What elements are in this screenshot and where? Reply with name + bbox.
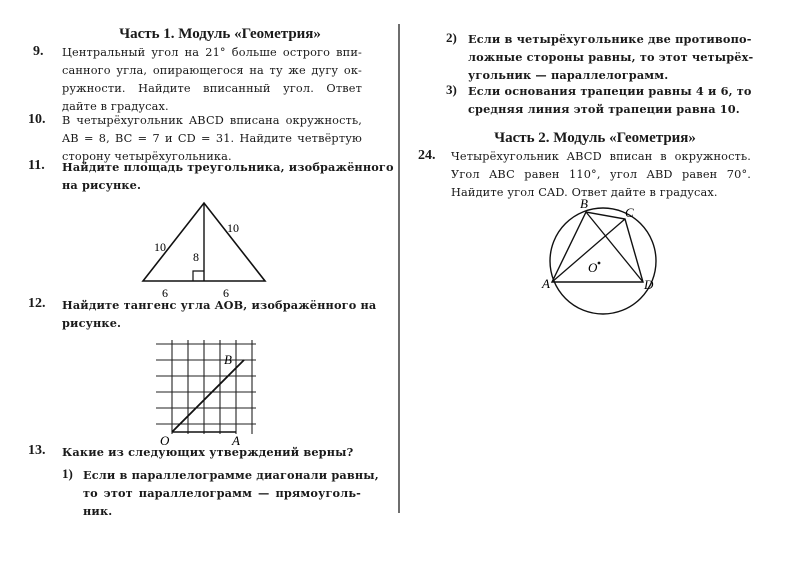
problem-9-line: санного угла, опирающегося на ту же дугу ок- (62, 64, 362, 77)
grid-angle-figure (148, 338, 260, 446)
statement-1-line: то этот параллелограмм — прямоуголь- (83, 486, 361, 500)
statement-2-marker: 2) (446, 30, 457, 45)
problem-13-text (62, 443, 362, 461)
triangle-base-right-label: 6 (223, 286, 229, 300)
problem-9-line: дайте в градусах. (62, 100, 169, 113)
problem-12-text (62, 296, 377, 332)
problem-24-line: Найдите угол CAD. Ответ дайте в градусах. (451, 186, 718, 199)
problem-11-number: 11. (28, 158, 45, 173)
problem-24-number: 24. (418, 148, 436, 163)
statement-1-marker: 1) (62, 466, 73, 481)
column-divider (398, 24, 400, 513)
problem-12-line: Найдите тангенс угла AOB, изображённого на (62, 298, 377, 312)
problem-9-line: Центральный угол на 21° больше острого впи- (62, 46, 362, 59)
statement-1-line: Если в параллелограмме диагонали равны, (83, 468, 379, 482)
statement-1-text (83, 466, 379, 520)
center-o-label: O (588, 260, 598, 275)
statement-1-line: ник. (83, 504, 113, 518)
problem-24-line: Угол ABC равен 110°, угол ABD равен 70°. (451, 168, 751, 181)
statement-2-line: ложные стороны равны, то этот четырёх- (468, 50, 754, 64)
triangle-base-left-label: 6 (162, 286, 168, 300)
problem-9-line: ружности. Найдите вписанный угол. Ответ (62, 82, 362, 95)
problem-9-text (62, 44, 362, 116)
statement-2-line: Если в четырёхугольнике две противопо- (468, 32, 752, 46)
vertex-a-label: A (542, 276, 550, 291)
statement-2-line: угольник — параллелограмм. (468, 68, 669, 82)
problem-10-number: 10. (28, 112, 46, 127)
problem-12-number: 12. (28, 296, 46, 311)
vertex-c-label: C (625, 205, 634, 220)
triangle-right-side-label: 10 (227, 221, 239, 235)
problem-10-line: В четырёхугольник ABCD вписана окружность, (62, 114, 362, 127)
vertex-b-label: B (580, 196, 588, 211)
problem-10-line: AB = 8, BC = 7 и CD = 31. Найдите четвёртую (62, 132, 362, 145)
problem-10-line: сторону четырёхугольника. (62, 150, 232, 163)
point-o-label: O (160, 433, 170, 446)
problem-13-number: 13. (28, 443, 46, 458)
problem-24-line: Четырёхугольник ABCD вписан в окружность. (451, 150, 751, 163)
statement-2-text (468, 30, 754, 84)
problem-11-text (62, 158, 394, 194)
triangle-left-side-label: 10 (154, 240, 166, 254)
problem-11-line: Найдите площадь треугольника, изображённого (62, 160, 394, 174)
statement-3-line: средняя линия этой трапеции равна 10. (468, 102, 740, 116)
problem-11-line: на рисунке. (62, 178, 142, 192)
part1-heading: Часть 1. Модуль «Геометрия» (119, 26, 321, 42)
statement-3-line: Если основания трапеции равны 4 и 6, то (468, 84, 752, 98)
vertex-d-label: D (644, 277, 654, 292)
statement-3-marker: 3) (446, 82, 457, 97)
triangle-height-label: 8 (193, 250, 199, 264)
problem-13-line: Какие из следующих утверждений верны? (62, 445, 354, 459)
problem-12-line: рисунке. (62, 316, 122, 330)
triangle-figure (130, 195, 290, 300)
part2-heading: Часть 2. Модуль «Геометрия» (494, 130, 696, 146)
statement-3-text (468, 82, 752, 118)
point-a-label: A (232, 433, 240, 446)
point-b-label: B (224, 352, 232, 367)
inscribed-quadrilateral-figure (530, 192, 675, 322)
problem-9-number: 9. (33, 44, 44, 59)
